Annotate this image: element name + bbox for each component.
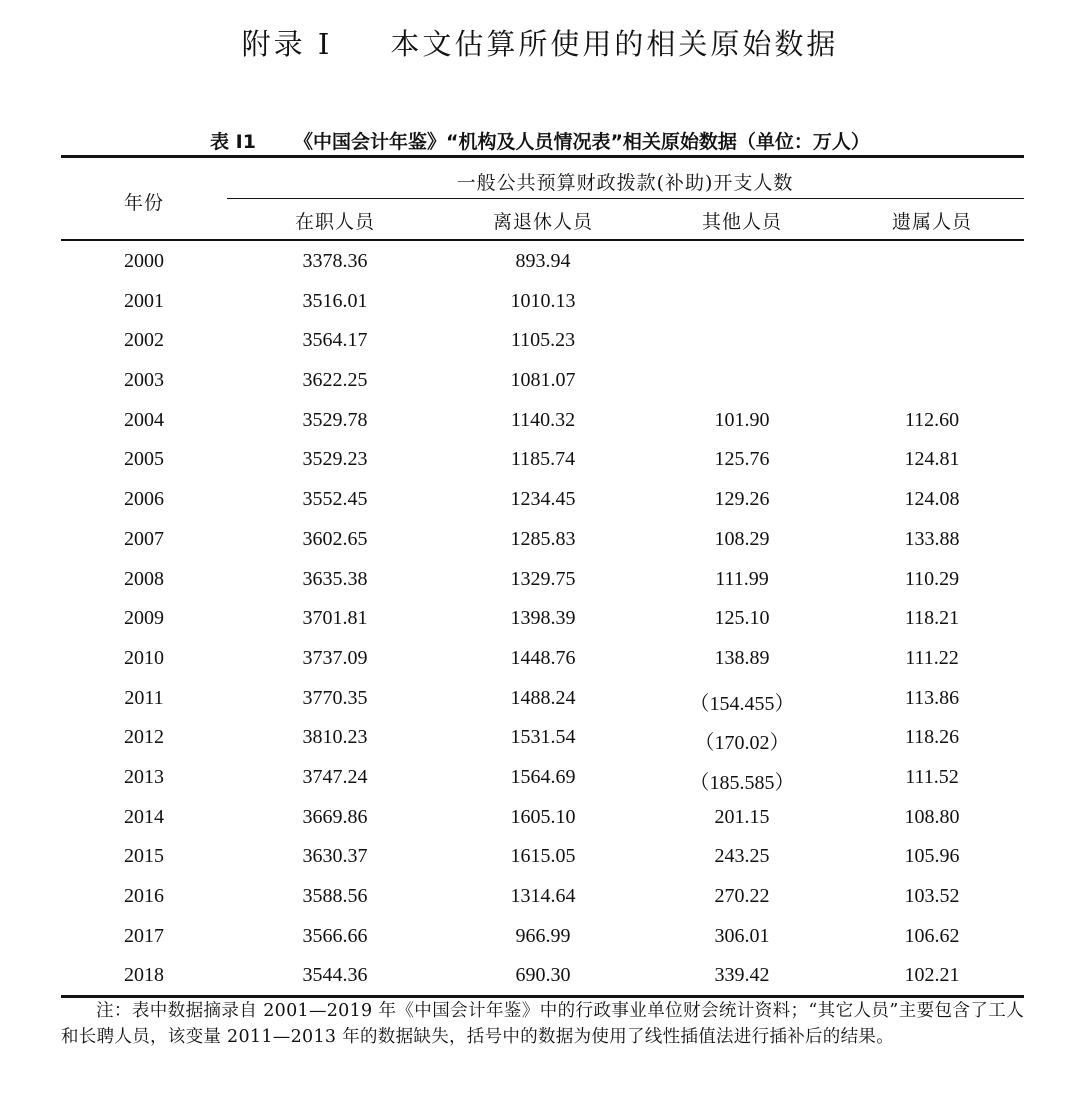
table-row (0, 559, 1080, 599)
cell-dependents: 111.52 (905, 765, 959, 788)
cell-active-staff: 3529.78 (302, 408, 368, 431)
cell-active-staff: 3564.17 (302, 329, 368, 352)
cell-active-staff: 3747.24 (302, 765, 368, 788)
cell-dependents: 111.22 (905, 646, 959, 669)
cell-other-staff: 243.25 (714, 845, 770, 868)
cell-active-staff: 3770.35 (302, 686, 368, 709)
table-body (0, 241, 1080, 995)
cell-active-staff: 3529.23 (302, 448, 368, 471)
cell-dependents: 133.88 (904, 527, 960, 550)
cell-year: 2007 (124, 527, 164, 550)
cell-retired-staff: 1081.07 (510, 369, 576, 392)
cell-retired-staff: 1488.24 (510, 686, 576, 709)
cell-year: 2011 (124, 686, 164, 709)
table-top-rule (61, 155, 1024, 158)
cell-active-staff: 3378.36 (302, 250, 368, 272)
table-row (0, 479, 1080, 519)
cell-year: 2010 (124, 646, 164, 669)
table-row (0, 678, 1080, 718)
table-row (0, 955, 1080, 995)
cell-year: 2017 (124, 924, 164, 947)
cell-active-staff: 3810.23 (302, 726, 368, 749)
table-caption-text: 《中国会计年鉴》“机构及人员情况表”相关原始数据（单位：万人） (293, 131, 870, 153)
table-row (0, 876, 1080, 916)
cell-retired-staff: 1010.13 (510, 289, 576, 312)
cell-other-staff: （185.585） (689, 771, 795, 794)
cell-active-staff: 3669.86 (302, 805, 368, 828)
cell-retired-staff: 1398.39 (510, 607, 576, 630)
header-year: 年份 (123, 192, 165, 214)
cell-retired-staff: 966.99 (515, 924, 571, 947)
cell-year: 2014 (124, 805, 164, 828)
cell-year: 2003 (124, 369, 164, 392)
cell-year: 2004 (124, 408, 164, 431)
cell-dependents: 110.29 (904, 567, 960, 590)
table-row (0, 717, 1080, 757)
header-retired-staff: 离退休人员 (492, 211, 594, 233)
cell-retired-staff: 1531.54 (510, 726, 576, 749)
cell-active-staff: 3602.65 (302, 527, 368, 550)
header-group: 一般公共预算财政拨款(补助)开支人数 (456, 172, 794, 194)
table-row (0, 598, 1080, 638)
cell-dependents: 103.52 (904, 885, 960, 907)
cell-active-staff: 3588.56 (302, 885, 368, 907)
cell-other-staff: 138.89 (714, 646, 770, 669)
table-row (0, 400, 1080, 440)
cell-retired-staff: 1140.32 (510, 408, 576, 431)
header-active-staff: 在职人员 (294, 211, 376, 233)
table-row (0, 241, 1080, 281)
table-row (0, 360, 1080, 400)
table-row (0, 916, 1080, 956)
cell-year: 2008 (124, 567, 164, 590)
table-row (0, 757, 1080, 797)
cell-retired-staff: 1329.75 (510, 567, 576, 590)
header-other-staff: 其他人员 (701, 211, 783, 233)
cell-active-staff: 3630.37 (302, 845, 368, 868)
table-row (0, 836, 1080, 876)
cell-active-staff: 3544.36 (302, 964, 368, 987)
cell-other-staff: 101.90 (714, 408, 770, 431)
table-row (0, 281, 1080, 321)
cell-other-staff: 270.22 (714, 885, 770, 907)
cell-other-staff: （154.455） (689, 692, 795, 715)
cell-other-staff: 125.76 (714, 448, 770, 471)
cell-dependents: 124.08 (904, 488, 960, 511)
cell-retired-staff: 1185.74 (510, 448, 576, 471)
table-row (0, 519, 1080, 559)
cell-year: 2013 (124, 765, 164, 788)
cell-retired-staff: 1448.76 (510, 646, 576, 669)
cell-other-staff: 201.15 (714, 805, 770, 828)
cell-dependents: 108.80 (904, 805, 960, 828)
cell-dependents: 112.60 (904, 408, 960, 431)
cell-retired-staff: 1564.69 (510, 765, 576, 788)
appendix-heading: 本文估算所使用的相关原始数据 (390, 27, 839, 61)
cell-other-staff: 129.26 (714, 488, 770, 511)
cell-other-staff: 108.29 (714, 527, 770, 550)
cell-active-staff: 3516.01 (302, 289, 368, 312)
cell-dependents: 105.96 (904, 845, 960, 868)
cell-year: 2002 (124, 329, 164, 352)
table-row (0, 797, 1080, 837)
cell-year: 2018 (124, 964, 164, 987)
cell-dependents: 102.21 (904, 964, 960, 987)
cell-active-staff: 3622.25 (302, 369, 368, 392)
cell-year: 2009 (124, 607, 164, 630)
cell-year: 2015 (124, 845, 164, 868)
cell-year: 2005 (124, 448, 164, 471)
cell-other-staff: 125.10 (714, 607, 770, 630)
cell-other-staff: （170.02） (694, 732, 790, 755)
cell-retired-staff: 690.30 (515, 964, 571, 987)
cell-other-staff: 306.01 (714, 924, 770, 947)
appendix-label: 附录 I (241, 27, 333, 61)
table-note: 注：表中数据摘录自 2001—2019 年《中国会计年鉴》中的行政事业单位财会统计资料；“其它人员”主要包含了工人和长聘人员，该变量 2011—2013 年的数据缺失，括号中的数据为使用了线性插值法进行插补后的结果。 (61, 1001, 1024, 1047)
appendix-title (0, 22, 1080, 63)
table-group-rule (227, 198, 1024, 199)
cell-year: 2001 (124, 289, 164, 312)
cell-year: 2012 (124, 726, 164, 749)
table-row (0, 320, 1080, 360)
cell-dependents: 118.21 (904, 607, 960, 630)
cell-other-staff: 339.42 (714, 964, 770, 987)
cell-year: 2006 (124, 488, 164, 511)
cell-retired-staff: 1105.23 (510, 329, 576, 352)
cell-dependents: 106.62 (904, 924, 960, 947)
header-dependents: 遗属人员 (891, 211, 973, 233)
cell-year: 2016 (124, 885, 164, 907)
cell-retired-staff: 1285.83 (510, 527, 576, 550)
cell-dependents: 118.26 (904, 726, 960, 749)
table-row (0, 439, 1080, 479)
cell-active-staff: 3552.45 (302, 488, 368, 511)
table-label: 表 I1 (210, 131, 256, 153)
cell-retired-staff: 1314.64 (510, 885, 576, 907)
cell-other-staff: 111.99 (715, 567, 769, 590)
cell-retired-staff: 893.94 (515, 250, 571, 272)
cell-retired-staff: 1615.05 (510, 845, 576, 868)
cell-retired-staff: 1605.10 (510, 805, 576, 828)
cell-active-staff: 3737.09 (302, 646, 368, 669)
cell-dependents: 124.81 (904, 448, 960, 471)
cell-active-staff: 3701.81 (302, 607, 368, 630)
cell-dependents: 113.86 (904, 686, 960, 709)
cell-retired-staff: 1234.45 (510, 488, 576, 511)
cell-active-staff: 3635.38 (302, 567, 368, 590)
table-caption (0, 127, 1080, 154)
cell-year: 2000 (124, 250, 164, 272)
cell-active-staff: 3566.66 (302, 924, 368, 947)
table-row (0, 638, 1080, 678)
